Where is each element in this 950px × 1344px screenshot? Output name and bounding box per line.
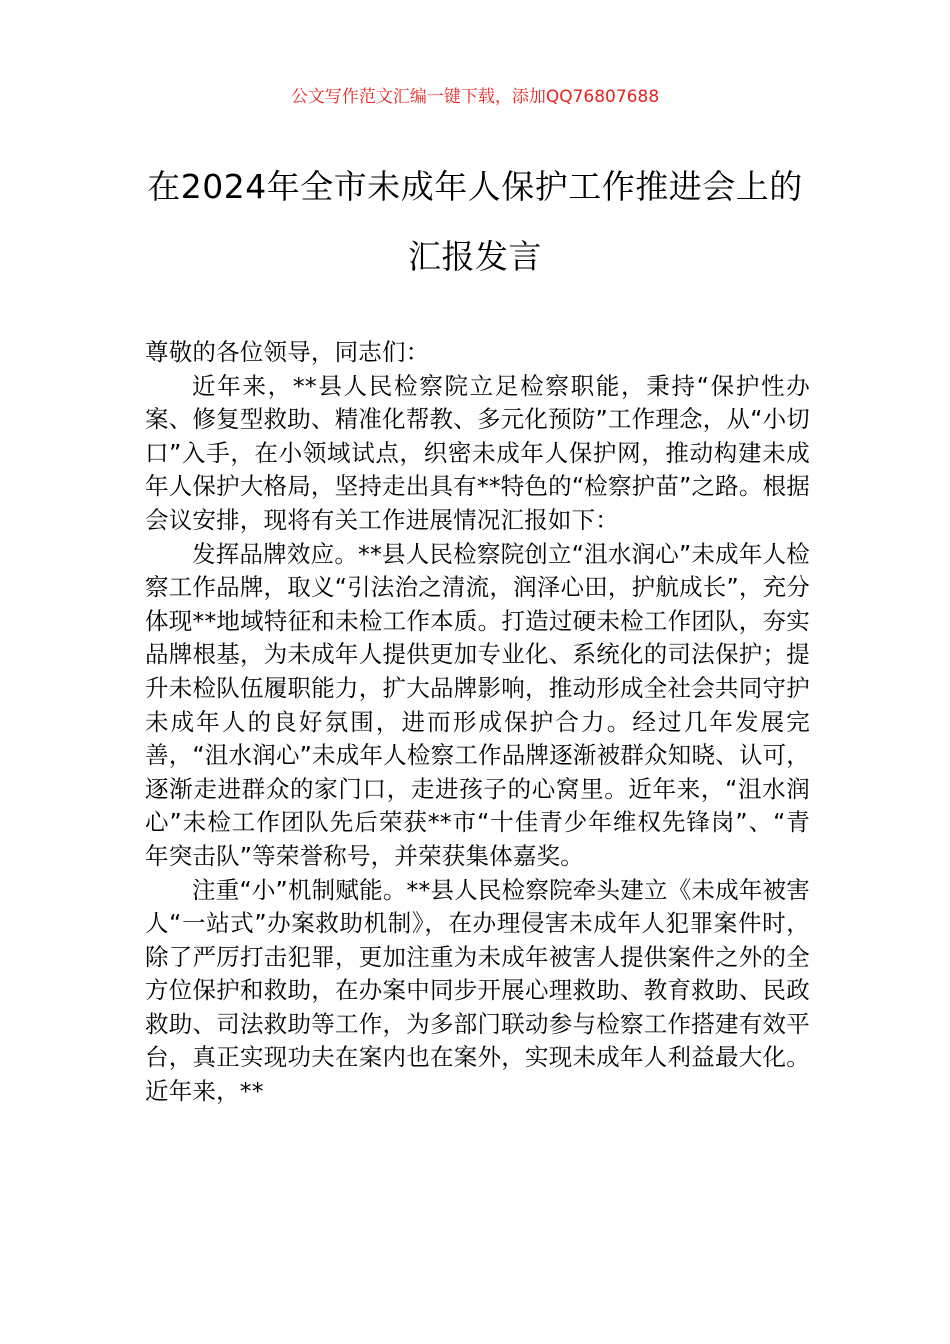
document-body (145, 336, 810, 1109)
document-title: 在2024年全市未成年人保护工作推进会上的汇报发言 (147, 167, 803, 276)
paragraph-mechanism: 注重“小”机制赋能。**县人民检察院牵头建立《未成年被害人“一站式”办案救助机制》，在办理侵害未成年人犯罪案件时，除了严厉打击犯罪，更加注重为未成年被害人提供案件之外的全方位保护和救助，在办案中同步开展心理救助、教育救助、民政救助、司法救助等工作，为多部门联动参与检察工作搭建有效平台，真正实现功夫在案内也在案外，实现未成年人利益最大化。近年来，** (145, 875, 810, 1106)
paragraph-brand-effect: 发挥品牌效应。**县人民检察院创立“沮水润心”未成年人检察工作品牌，取义“引法治之清流，润泽心田，护航成长”，充分体现**地域特征和未检工作本质。打造过硬未检工作团队，夯实品牌根基，为未成年人提供更加专业化、系统化的司法保护；提升未检队伍履职能力，扩大品牌影响，推动形成全社会共同守护未成年人的良好氛围，进而形成保护合力。经过几年发展完善，“沮水润心”未成年人检察工作品牌逐渐被群众知晓、认可，逐渐走进群众的家门口，走进孩子的心窝里。近年来，“沮水润心”未检工作团队先后荣获**市“十佳青少年维权先锋岗”、“青年突击队”等荣誉称号，并荣获集体嘉奖。 (145, 539, 810, 870)
download-notice: 公文写作范文汇编一键下载，添加QQ76807688 (290, 87, 660, 107)
paragraph-intro: 近年来，**县人民检察院立足检察职能，秉持“保护性办案、修复型救助、精准化帮教、多元化预防”工作理念，从“小切口”入手，在小领域试点，织密未成年人保护网，推动构建未成年人保护大格局，坚持走出具有**特色的“检察护苗”之路。根据会议安排，现将有关工作进展情况汇报如下： (145, 371, 810, 534)
salutation: 尊敬的各位领导，同志们： (145, 338, 430, 366)
